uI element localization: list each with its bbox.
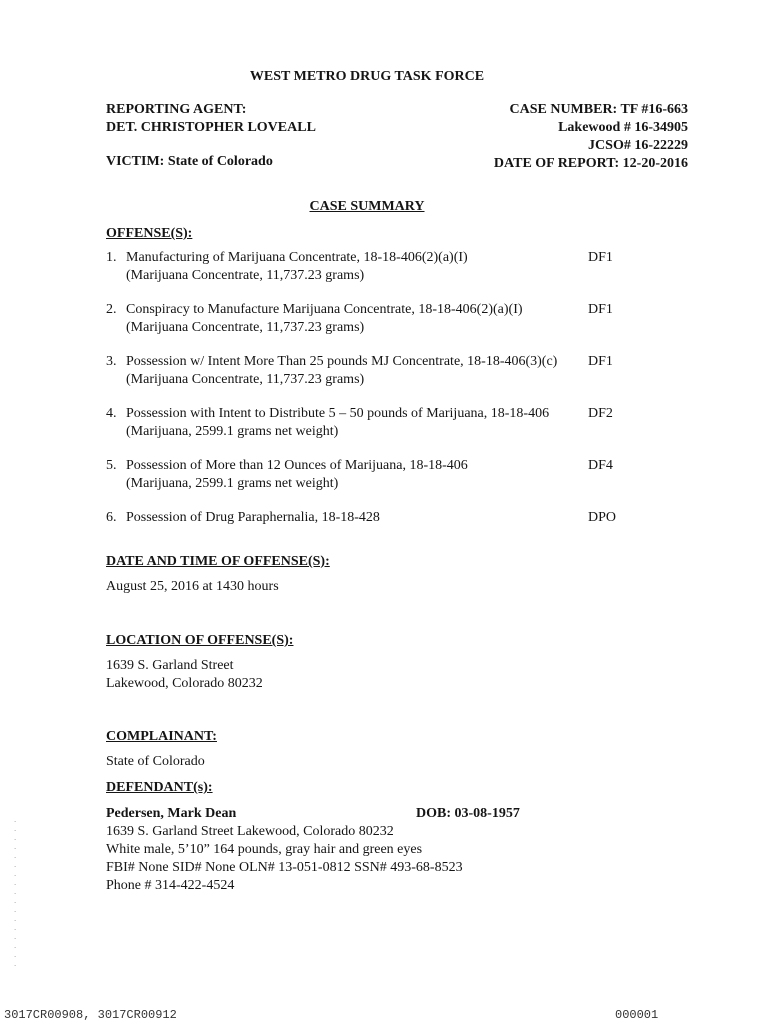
offense-class: DF1 [588,302,613,317]
complainant-value: State of Colorado [106,754,205,769]
defendant-name: Pedersen, Mark Dean [106,806,237,821]
defendants-heading: DEFENDANT(s): [106,780,213,795]
offense-text: Possession of More than 12 Ounces of Marijuana, 18-18-406 [126,458,468,473]
offenses-heading: OFFENSE(S): [106,226,193,241]
defendant-description: White male, 5’10” 164 pounds, gray hair and green eyes [106,842,423,857]
location-address-line1: 1639 S. Garland Street [106,658,234,673]
defendant-dob: DOB: 03-08-1957 [416,806,520,821]
offense-number: 5. [106,458,117,473]
offense-number: 1. [106,250,117,265]
scan-margin-marks: · · · · · · · · · · · · · · · · · [14,818,17,970]
offense-number: 6. [106,510,117,525]
offense-text: Possession w/ Intent More Than 25 pounds MJ Concentrate, 18-18-406(3)(c) [126,354,558,369]
offense-class: DPO [588,510,617,525]
lakewood-number: Lakewood # 16-34905 [558,120,688,135]
offense-number: 3. [106,354,117,369]
offense-number: 4. [106,406,117,421]
offense-detail: (Marijuana, 2599.1 grams net weight) [126,476,339,491]
date-time-heading: DATE AND TIME OF OFFENSE(S): [106,554,330,569]
reporting-agent-label: REPORTING AGENT: [106,102,247,117]
reporting-agent-name: DET. CHRISTOPHER LOVEALL [106,120,316,135]
complainant-heading: COMPLAINANT: [106,729,217,744]
victim: VICTIM: State of Colorado [106,154,273,169]
location-address-line2: Lakewood, Colorado 80232 [106,676,263,691]
offense-text: Possession of Drug Paraphernalia, 18-18-428 [126,510,380,525]
jcso-number: JCSO# 16-22229 [588,138,688,153]
offense-text: Possession with Intent to Distribute 5 – 50 pounds of Marijuana, 18-18-406 [126,406,550,421]
offense-detail: (Marijuana Concentrate, 11,737.23 grams) [126,268,365,283]
defendant-phone: Phone # 314-422-4524 [106,878,235,893]
defendant-address: 1639 S. Garland Street Lakewood, Colorado 80232 [106,824,394,839]
offense-text: Manufacturing of Marijuana Concentrate, 18-18-406(2)(a)(I) [126,250,468,265]
reporting-agent-block [106,101,316,137]
location-heading: LOCATION OF OFFENSE(S): [106,633,294,648]
offense-class: DF1 [588,250,613,265]
offense-text: Conspiracy to Manufacture Marijuana Concentrate, 18-18-406(2)(a)(I) [126,302,523,317]
offense-class: DF4 [588,458,613,473]
offense-number: 2. [106,302,117,317]
offense-class: DF1 [588,354,613,369]
offense-detail: (Marijuana Concentrate, 11,737.23 grams) [126,372,365,387]
case-number: CASE NUMBER: TF #16-663 [509,102,688,117]
agency-title: WEST METRO DRUG TASK FORCE [249,69,485,84]
offense-detail: (Marijuana, 2599.1 grams net weight) [126,424,339,439]
page-number: 000001 [615,1008,659,1022]
case-summary-title: CASE SUMMARY [309,199,425,214]
defendant-ids: FBI# None SID# None OLN# 13-051-0812 SSN# 493-68-8523 [106,860,463,875]
case-reference-footer: 3017CR00908, 3017CR00912 [4,1008,177,1022]
offense-detail: (Marijuana Concentrate, 11,737.23 grams) [126,320,365,335]
offense-class: DF2 [588,406,613,421]
date-of-report: DATE OF REPORT: 12-20-2016 [493,156,688,171]
date-time-value: August 25, 2016 at 1430 hours [106,579,279,594]
case-numbers-block [494,101,688,173]
